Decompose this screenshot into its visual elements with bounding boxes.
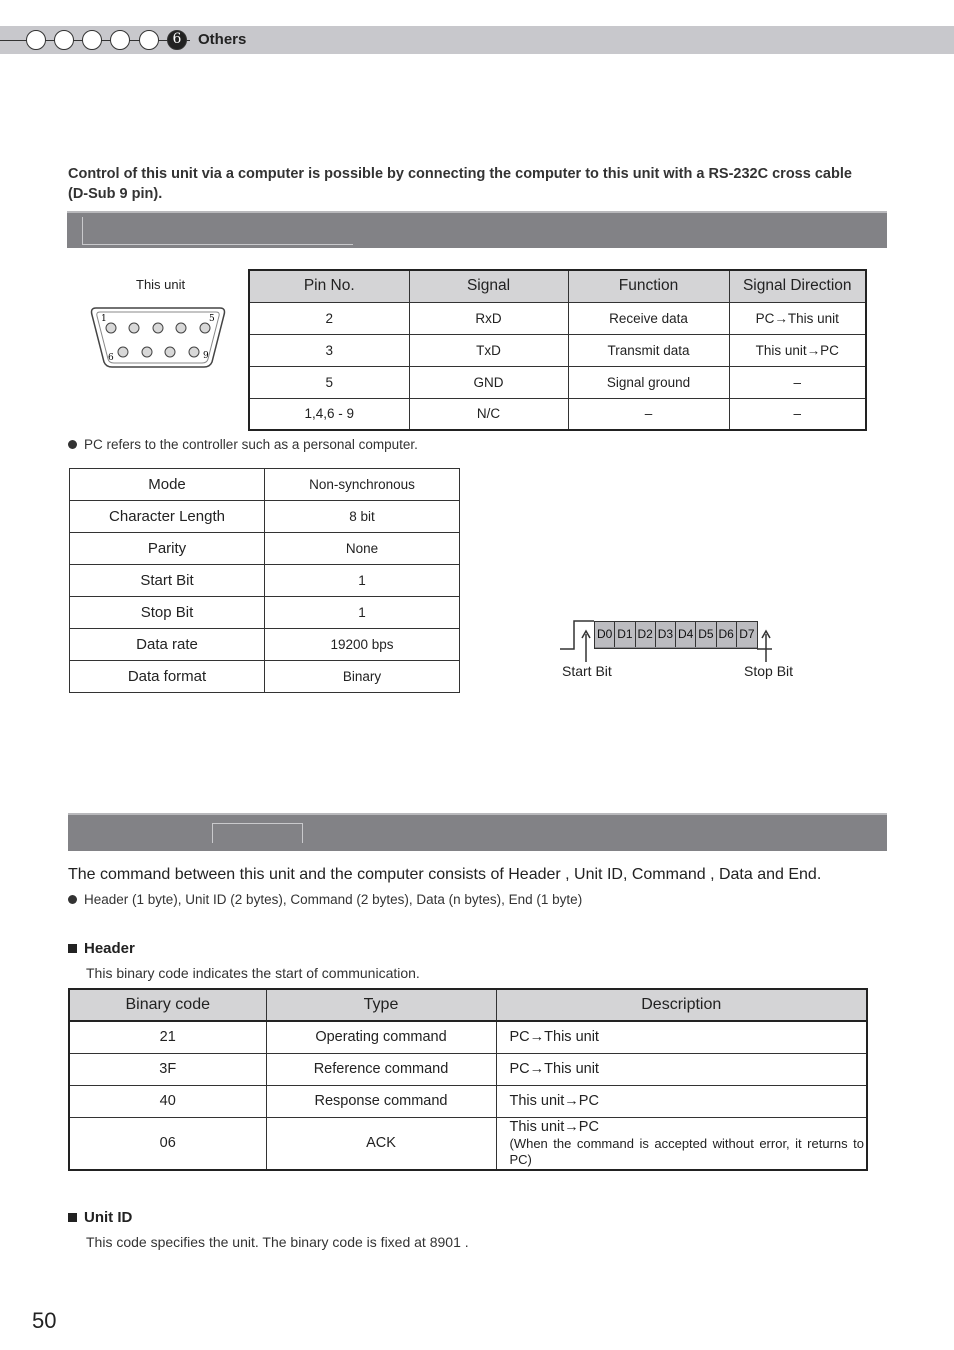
table-cell: Receive data <box>568 302 729 334</box>
table-cell: This unit→PC <box>496 1085 867 1117</box>
desc-main: This unit→PC <box>509 1118 599 1135</box>
table-row <box>70 565 460 597</box>
square-bullet-icon <box>68 944 77 953</box>
bit-cell: D4 <box>676 622 696 647</box>
pin-table <box>248 269 867 431</box>
bit-cell: D5 <box>696 622 716 647</box>
page-number: 50 <box>32 1308 57 1333</box>
chapter-circle-icon <box>139 30 159 50</box>
header-code-table <box>68 988 868 1171</box>
table-cell: Response command <box>266 1085 496 1117</box>
table-row <box>70 469 460 501</box>
section-heading-bar <box>68 813 887 851</box>
square-bullet-icon <box>68 1213 77 1222</box>
pin-1-label: 1 <box>101 314 107 324</box>
table-cell: 06 <box>69 1117 266 1170</box>
table-row <box>70 501 460 533</box>
intro-text: Control of this unit via a computer is possible by connecting the computer to this unit with a RS-232C cross cable (D-Sub 9 pin). <box>68 166 852 202</box>
table-row <box>69 1021 867 1053</box>
bit-cell: D0 <box>595 622 615 647</box>
command-note-text: Header (1 byte), Unit ID (2 bytes), Command (2 bytes), Data (n bytes), End (1 byte) <box>84 892 583 907</box>
table-cell: N/C <box>409 398 568 430</box>
setting-value: Binary <box>265 661 460 693</box>
setting-name: Mode <box>70 469 265 501</box>
unit-id-title-text: Unit ID <box>84 1209 133 1226</box>
table-row <box>69 1117 867 1170</box>
unit-id-section-title <box>68 1209 132 1226</box>
setting-name: Start Bit <box>70 565 265 597</box>
column-header: Signal Direction <box>729 270 866 302</box>
section-heading-bar <box>67 211 887 248</box>
table-row <box>70 629 460 661</box>
setting-value: None <box>265 533 460 565</box>
table-row <box>70 597 460 629</box>
chapter-circle-icon <box>110 30 130 50</box>
table-cell <box>496 1117 867 1170</box>
table-row <box>70 661 460 693</box>
table-row <box>69 1085 867 1117</box>
table-row <box>249 334 866 366</box>
table-cell: 3 <box>249 334 409 366</box>
table-cell: 21 <box>69 1021 266 1053</box>
header-title-text: Header <box>84 940 135 957</box>
setting-value: Non-synchronous <box>265 469 460 501</box>
section-name: Others <box>198 31 247 48</box>
table-row <box>249 366 866 398</box>
command-intro: The command between this unit and the computer consists of Header , Unit ID, Command , Data and End. <box>68 866 822 883</box>
table-cell: This unit→PC <box>729 334 866 366</box>
dsub-connector-icon <box>90 304 230 372</box>
communication-settings-table <box>69 468 460 693</box>
column-header: Type <box>266 989 496 1021</box>
table-cell: 3F <box>69 1053 266 1085</box>
start-bit-label: Start Bit <box>562 663 612 679</box>
pc-note-text: PC refers to the controller such as a personal computer. <box>84 437 418 452</box>
table-row <box>69 1053 867 1085</box>
setting-name: Stop Bit <box>70 597 265 629</box>
table-cell: 5 <box>249 366 409 398</box>
header-section-title <box>68 940 135 957</box>
bullet-icon <box>68 440 77 449</box>
table-cell: Reference command <box>266 1053 496 1085</box>
setting-value: 19200 bps <box>265 629 460 661</box>
column-header: Description <box>496 989 867 1021</box>
bit-cell: D7 <box>737 622 757 647</box>
unit-id-description: This code specifies the unit. The binary code is fixed at 8901 . <box>86 1234 469 1250</box>
table-row <box>249 302 866 334</box>
setting-value: 1 <box>265 565 460 597</box>
table-header-row <box>249 270 866 302</box>
table-cell: GND <box>409 366 568 398</box>
table-cell: – <box>729 398 866 430</box>
table-header-row <box>69 989 867 1021</box>
setting-name: Data format <box>70 661 265 693</box>
setting-value: 1 <box>265 597 460 629</box>
table-cell: ACK <box>266 1117 496 1170</box>
pin-9-label: 9 <box>203 351 209 361</box>
table-cell: PC→This unit <box>496 1021 867 1053</box>
bullet-icon <box>68 895 77 904</box>
data-bits <box>594 621 758 649</box>
pc-note <box>68 437 418 452</box>
bit-cell: D6 <box>717 622 737 647</box>
table-row <box>249 398 866 430</box>
command-note <box>68 892 582 907</box>
column-header: Binary code <box>69 989 266 1021</box>
bit-cell: D1 <box>615 622 635 647</box>
column-header: Pin No. <box>249 270 409 302</box>
setting-name: Character Length <box>70 501 265 533</box>
setting-value: 8 bit <box>265 501 460 533</box>
table-cell: PC→This unit <box>729 302 866 334</box>
bit-cell: D3 <box>656 622 676 647</box>
desc-note: (When the command is accepted without error, it returns to PC) <box>509 1135 864 1167</box>
pin-5-label: 5 <box>209 314 215 324</box>
chapter-circle-icon <box>54 30 74 50</box>
setting-name: Parity <box>70 533 265 565</box>
table-row <box>70 533 460 565</box>
chapter-circle-icon <box>82 30 102 50</box>
header-description: This binary code indicates the start of communication. <box>86 965 420 981</box>
stop-bit-label: Stop Bit <box>744 663 794 679</box>
table-cell: TxD <box>409 334 568 366</box>
setting-name: Data rate <box>70 629 265 661</box>
table-cell: – <box>568 398 729 430</box>
pin-6-label: 6 <box>108 353 114 363</box>
table-cell: 2 <box>249 302 409 334</box>
column-header: Function <box>568 270 729 302</box>
table-cell: 40 <box>69 1085 266 1117</box>
table-cell: Signal ground <box>568 366 729 398</box>
table-cell: 1,4,6 - 9 <box>249 398 409 430</box>
table-cell: Operating command <box>266 1021 496 1053</box>
table-cell: PC→This unit <box>496 1053 867 1085</box>
table-cell: Transmit data <box>568 334 729 366</box>
chapter-circle-icon <box>26 30 46 50</box>
connector-label: This unit <box>136 277 186 292</box>
chapter-number-badge: 6 <box>167 30 187 50</box>
table-cell: – <box>729 366 866 398</box>
table-cell: RxD <box>409 302 568 334</box>
column-header: Signal <box>409 270 568 302</box>
bit-cell: D2 <box>636 622 656 647</box>
